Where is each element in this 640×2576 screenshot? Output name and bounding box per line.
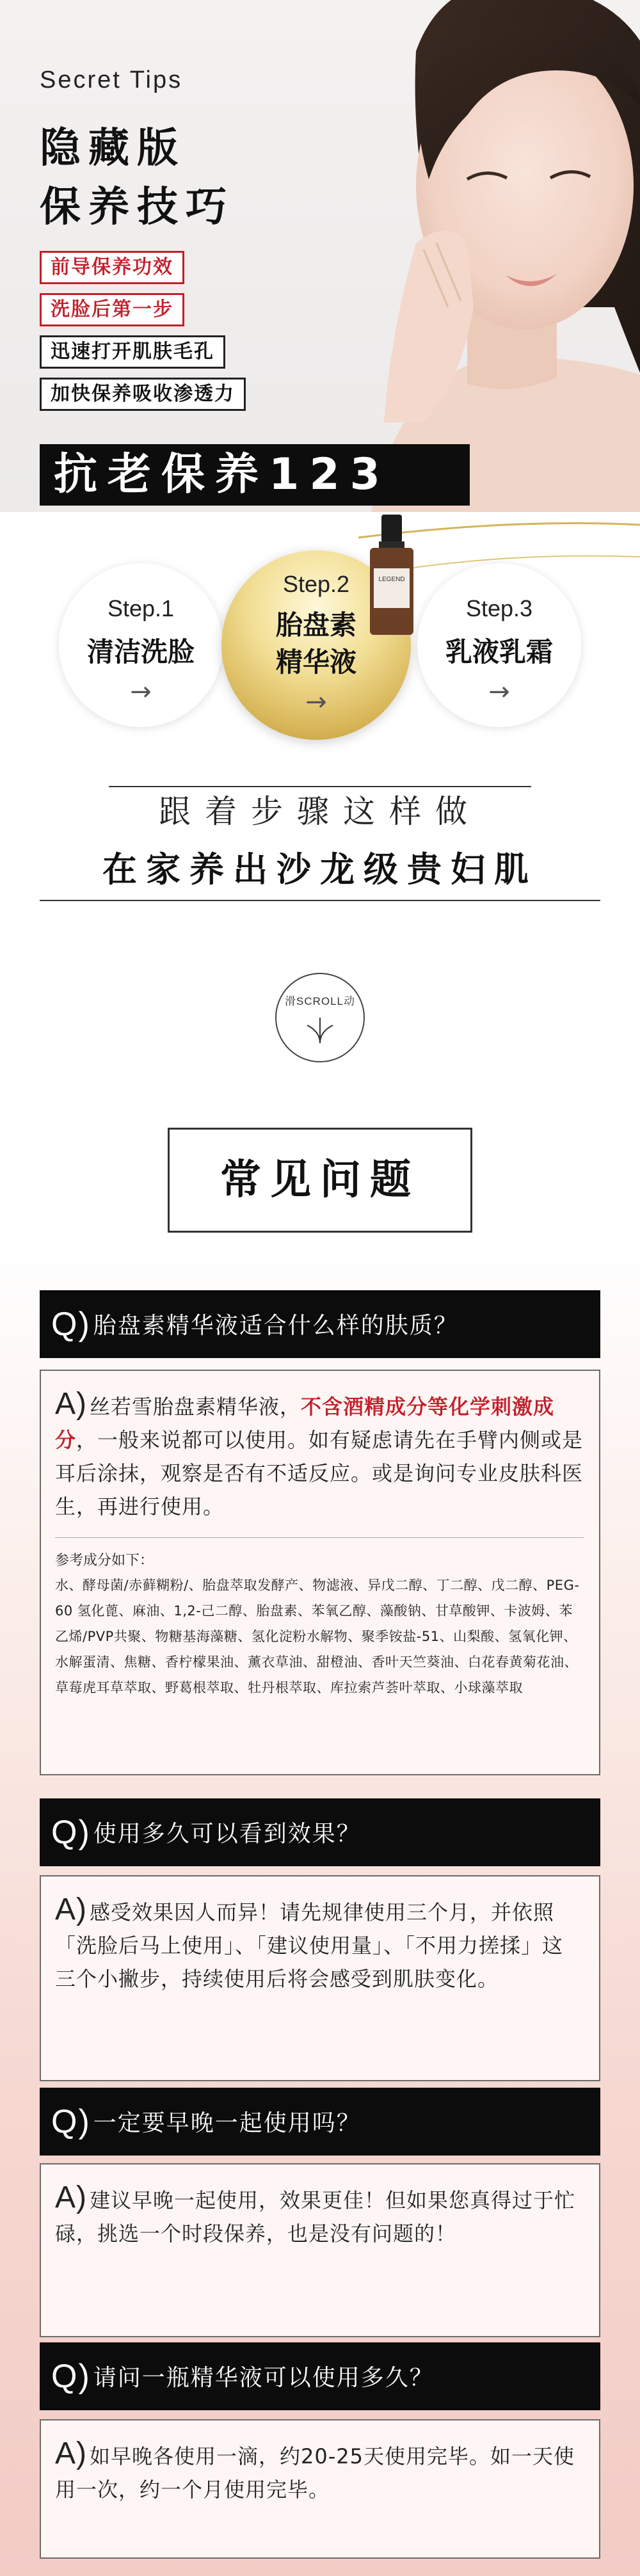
- faq-question-3: [40, 2088, 600, 2156]
- bottle-label-text: LEGEND: [378, 576, 405, 583]
- question-text: 请问一瓶精华液可以使用多久？: [93, 2365, 434, 2391]
- ingredients-label: 参考成分如下：: [55, 1553, 154, 1569]
- ingredients-text: 水、酵母菌/赤藓糊粉/、胎盘萃取发酵产、物滤液、异戊二醇、丁二醇、戊二醇、PEG-60 氢化蓖、麻油、1,2-己二醇、胎盘素、苯氧乙醇、藻酸钠、甘草酸钾、卡波姆、苯乙烯/PVP共聚、物糖基海藻糖、氢化淀粉水解物、聚季铵盐-51、山梨酸、氢氧化钾、水解蛋清、焦糖、香柠檬果油、薰衣草油、甜橙油、香叶天竺葵油、白花春黄菊花油、草莓虎耳草萃取、野葛根萃取、牡丹根萃取、库拉索芦荟叶萃取、小球藻萃取: [55, 1578, 580, 1695]
- step-3-name: 乳液乳霜: [445, 636, 553, 668]
- hero-title-line1: 隐藏版: [40, 125, 186, 172]
- question-text: 胎盘素精华液适合什么样的肤质？: [93, 1313, 458, 1339]
- faq-answer-4: [40, 2419, 600, 2559]
- serum-bottle-image: [360, 512, 424, 640]
- arrow-right-icon: →: [305, 687, 327, 717]
- faq-answer-2: [40, 1875, 600, 2081]
- follow-subtitle: 跟着步骤这样做: [159, 793, 481, 830]
- step-3-label: Step.3: [465, 595, 533, 621]
- step-1-name: 清洁洗脸: [86, 636, 195, 668]
- q-mark: Q): [51, 2358, 91, 2395]
- a-mark: A): [55, 1387, 87, 1421]
- step-1-label: Step.1: [107, 595, 175, 621]
- step-2-name-line2: 精华液: [275, 646, 356, 678]
- faq-question-2: [40, 1798, 600, 1866]
- faq-question-1: [40, 1290, 600, 1358]
- scroll-indicator: [275, 973, 365, 1062]
- follow-title: 在家养出沙龙级贵妇肌: [102, 849, 538, 890]
- answer-text: A) 丝若雪胎盘素精华液，不含酒精成分等化学刺激成分，一般来说都可以使用。如有疑虑请先在手臂内侧或是耳后涂抹，观察是否有不适反应。或是询问专业皮肤科医生，再进行使用。: [55, 1387, 584, 1519]
- faq-answer-3: [40, 2163, 600, 2337]
- tag-open-pores: 迅速打开肌肤毛孔: [40, 335, 225, 369]
- step-3-circle: [417, 563, 581, 727]
- faq-question-4: [40, 2342, 600, 2410]
- tag-pre-care: 前导保养功效: [40, 251, 184, 284]
- q-mark: Q): [51, 1814, 91, 1851]
- answer-text: A) 建议早晚一起使用，效果更佳！但如果您真得过于忙碌，挑选一个时段保养，也是没有问题的！: [55, 2180, 576, 2246]
- a-mark: A): [55, 2436, 87, 2470]
- question-text: 一定要早晚一起使用吗？: [93, 2110, 361, 2136]
- anti-aging-banner: 抗老保养123: [40, 444, 470, 506]
- a-mark: A): [55, 1892, 87, 1926]
- highlight-text: 不含酒精成分等化学刺激成分: [55, 1395, 555, 1452]
- faq-answer-1: [40, 1370, 600, 1775]
- model-portrait-image: [256, 0, 640, 512]
- step-2-label: Step.2: [282, 571, 350, 597]
- question-text: 使用多久可以看到效果？: [93, 1821, 361, 1847]
- q-mark: Q): [51, 1306, 91, 1343]
- step-2-name-line1: 胎盘素: [275, 609, 356, 641]
- arrow-right-icon: →: [130, 677, 152, 707]
- eyebrow-text: Secret Tips: [40, 67, 183, 93]
- answer-text: A) 感受效果因人而异！请先规律使用三个月，并依照「洗脸后马上使用」、「建议使用量」、「不用力搓揉」这三个小撇步，持续使用后将会感受到肌肤变化。: [55, 1892, 564, 1991]
- a-mark: A): [55, 2180, 87, 2214]
- step-1-circle: [59, 563, 223, 727]
- divider-line: [40, 900, 600, 901]
- hero-title-line2: 保养技巧: [40, 184, 234, 231]
- tag-absorption: 加快保养吸收渗透力: [40, 378, 246, 411]
- faq-title: 常见问题: [168, 1128, 472, 1233]
- divider-line: [55, 1537, 584, 1538]
- answer-text: A) 如早晚各使用一滴，约20-25天使用完毕。如一天使用一次，约一个月使用完毕。: [55, 2436, 575, 2502]
- hero-section: [0, 0, 640, 512]
- scroll-label: 滑SCROLL动: [284, 995, 356, 1008]
- q-mark: Q): [51, 2103, 91, 2140]
- arrow-right-icon: →: [488, 677, 510, 707]
- tag-first-step: 洗脸后第一步: [40, 293, 184, 326]
